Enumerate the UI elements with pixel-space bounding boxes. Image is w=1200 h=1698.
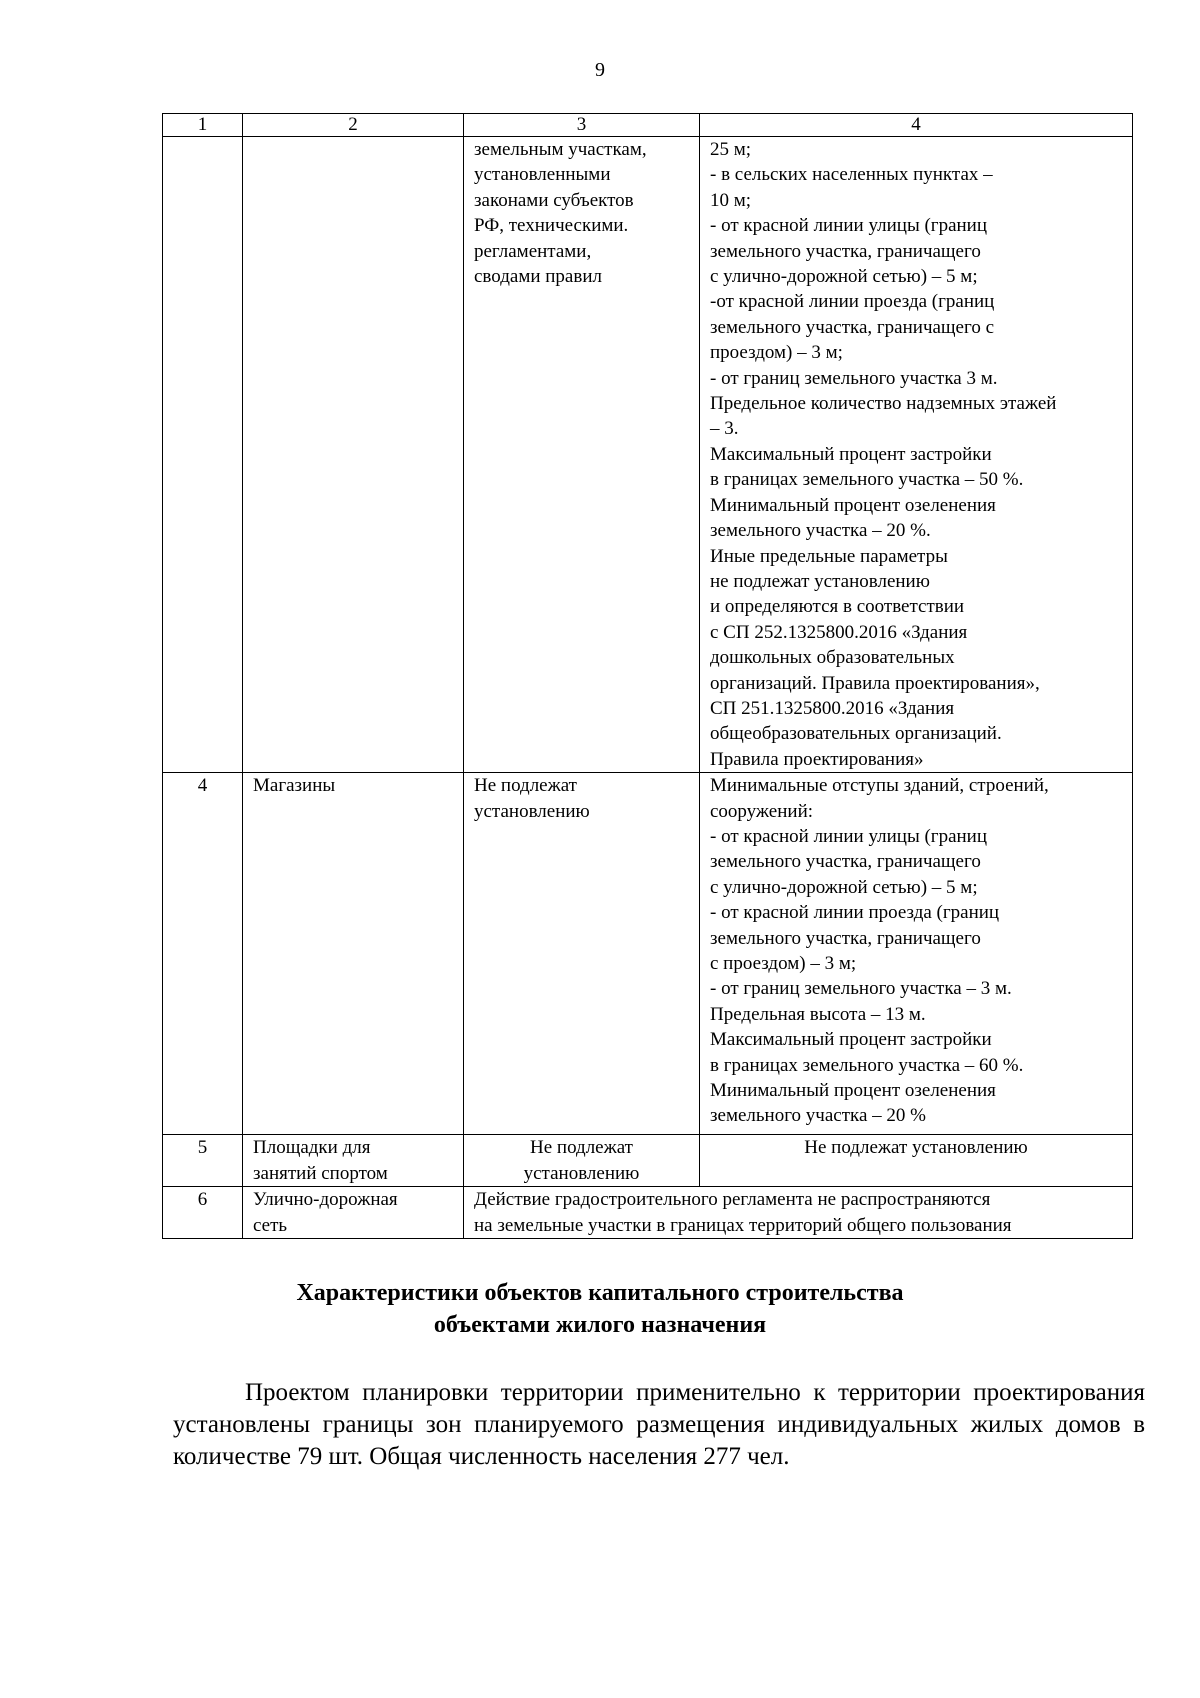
column-header-3: 3 — [464, 114, 700, 137]
row-name-cell: Улично-дорожная сеть — [243, 1187, 464, 1239]
table-row-6 — [163, 1187, 1133, 1239]
row-parameters-cell: 25 м; - в сельских населенных пунктах – 10 м; - от красной линии улицы (границ земельного участка, граничащего с улично-дорожной сетью) – 5 м; -от красной линии проезда (границ земельного участка, граничащего с проездом) – 3 м; - от границ земельного участка 3 м. Предельное количество надземных этажей – 3. Максимальный процент застройки в границах земельного участка – 50 %. Минимальный процент озеленения земельного участка – 20 %. Иные предельные параметры не подлежат установлению и определяются в соответствии с СП 252.1325800.2016 «Здания дошкольных образовательных организаций. Правила проектирования», СП 251.1325800.2016 «Здания общеобразовательных организаций. Правила проектирования» — [700, 137, 1133, 773]
regulations-table — [162, 113, 1133, 1239]
row-number-cell: 5 — [163, 1135, 243, 1187]
row-parameters-cell: Не подлежат установлению — [700, 1135, 1133, 1187]
row-number-cell: 4 — [163, 773, 243, 1135]
row-merged-cell: Действие градостроительного регламента не распространяются на земельные участки в границах территорий общего пользования — [464, 1187, 1133, 1239]
row-name-cell — [243, 137, 464, 773]
column-header-2: 2 — [243, 114, 464, 137]
table-row-5 — [163, 1135, 1133, 1187]
column-header-4: 4 — [700, 114, 1133, 137]
row-parameters-cell: Минимальные отступы зданий, строений, сооружений: - от красной линии улицы (границ земельного участка, граничащего с улично-дорожной сетью) – 5 м; - от красной линии проезда (границ земельного участка, граничащего с проездом) – 3 м; - от границ земельного участка – 3 м. Предельная высота – 13 м. Максимальный процент застройки в границах земельного участка – 60 %. Минимальный процент озеленения земельного участка – 20 % — [700, 773, 1133, 1135]
section-heading: Характеристики объектов капитального строительства объектами жилого назначения — [296, 1280, 904, 1338]
table-row-continuation — [163, 137, 1133, 773]
row-number-cell — [163, 137, 243, 773]
column-header-1: 1 — [163, 114, 243, 137]
row-restrictions-cell: Не подлежат установлению — [464, 1135, 700, 1187]
row-name-cell: Магазины — [243, 773, 464, 1135]
row-restrictions-cell: земельным участкам, установленными законами субъектов РФ, техническими. регламентами, сводами правил — [464, 137, 700, 773]
row-restrictions-cell: Не подлежат установлению — [464, 773, 700, 1135]
table-header-row — [163, 114, 1133, 137]
table-row-4 — [163, 773, 1133, 1135]
row-name-cell: Площадки для занятий спортом — [243, 1135, 464, 1187]
row-number-cell: 6 — [163, 1187, 243, 1239]
page-number: 9 — [595, 59, 605, 81]
body-paragraph: Проектом планировки территории применительно к территории проектирования установлены границы зон планируемого размещения индивидуальных жилых домов в количестве 79 шт. Общая численность населения 277 чел. — [173, 1379, 1145, 1470]
